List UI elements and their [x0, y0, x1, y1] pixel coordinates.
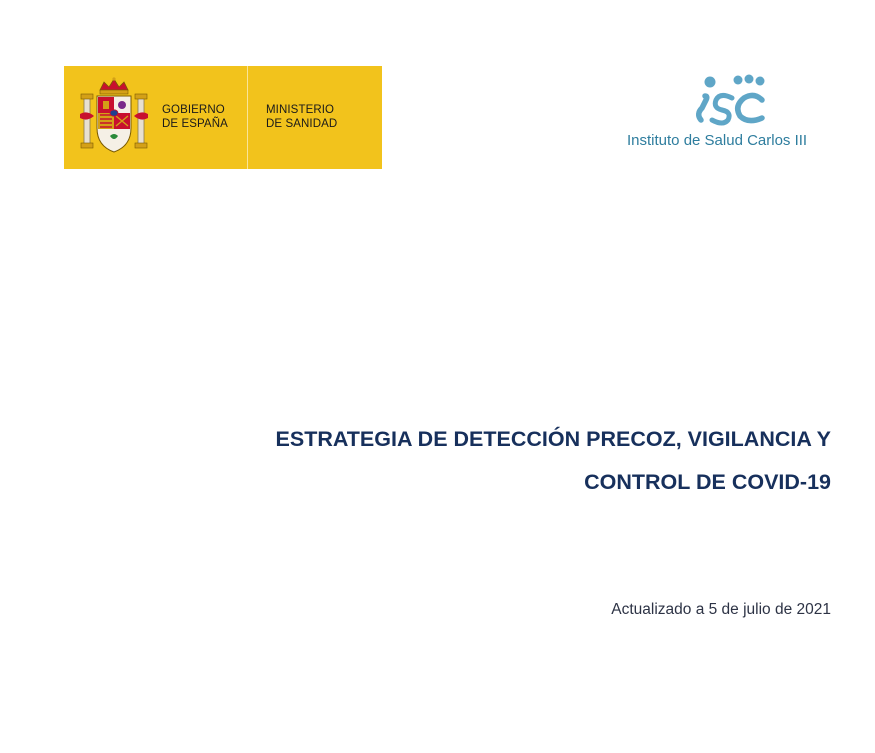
- isciii-logo: [622, 74, 832, 156]
- government-logo: [64, 66, 382, 169]
- update-date: Actualizado a 5 de julio de 2021: [611, 601, 831, 618]
- gobierno-label: GOBIERNO DE ESPAÑA: [162, 104, 228, 130]
- coat-of-arms-icon: [78, 76, 150, 158]
- title-line-1: ESTRATEGIA DE DETECCIÓN PRECOZ, VIGILANCIA Y: [275, 427, 831, 451]
- document-title: [171, 418, 831, 504]
- title-line-2: CONTROL DE COVID-19: [584, 470, 831, 494]
- institute-name: Instituto de Salud Carlos III: [627, 132, 808, 149]
- logo-divider: [247, 66, 248, 169]
- ministerio-label: MINISTERIO DE SANIDAD: [266, 104, 338, 130]
- isciii-mark-icon: [688, 74, 772, 126]
